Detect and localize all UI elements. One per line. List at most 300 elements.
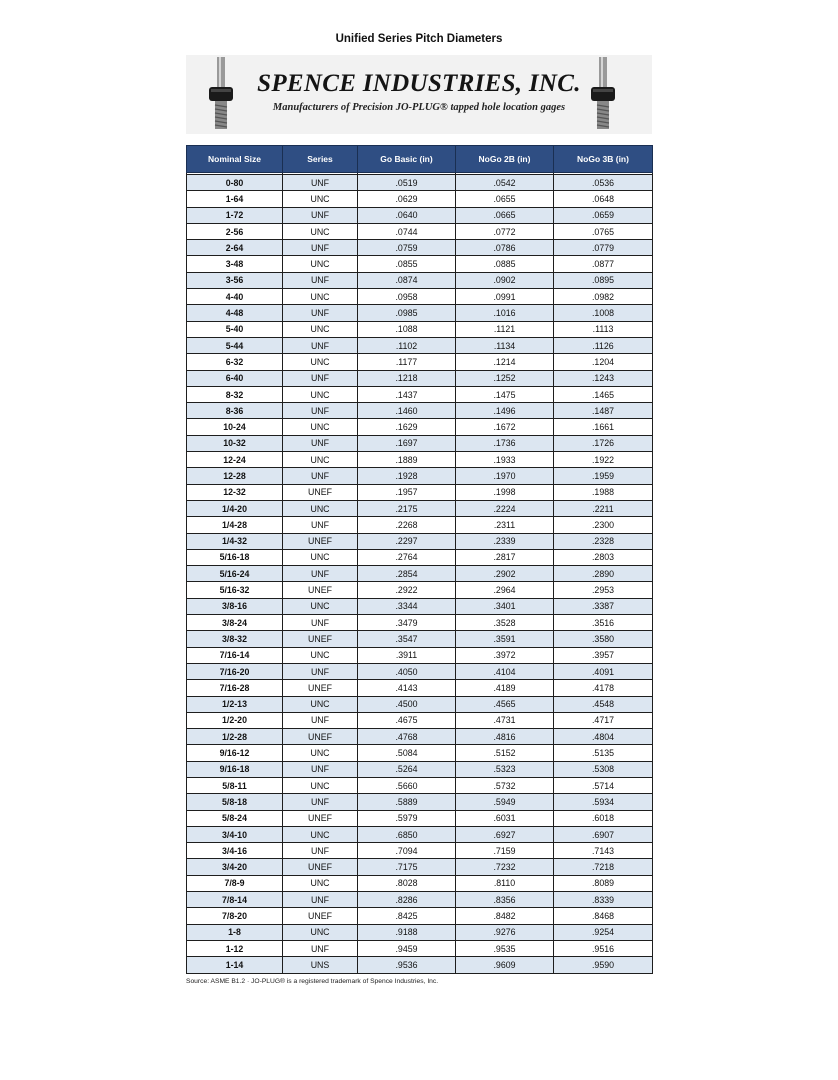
cell-series: UNC	[283, 549, 358, 565]
cell-series: UNC	[283, 354, 358, 370]
cell-nogo-2b: .8110	[456, 875, 554, 891]
cell-nogo-2b: .5323	[456, 761, 554, 777]
cell-nogo-2b: .2964	[456, 582, 554, 598]
cell-go-basic: .1928	[358, 468, 456, 484]
cell-nogo-2b: .9609	[456, 957, 554, 973]
cell-go-basic: .7175	[358, 859, 456, 875]
cell-series: UNF	[283, 403, 358, 419]
table-row	[187, 533, 653, 549]
table-row	[187, 566, 653, 582]
cell-nogo-2b: .8356	[456, 892, 554, 908]
cell-series: UNC	[283, 419, 358, 435]
cell-nogo-3b: .0765	[554, 223, 653, 239]
table-row	[187, 631, 653, 647]
cell-nogo-3b: .2803	[554, 549, 653, 565]
cell-series: UNF	[283, 615, 358, 631]
cell-go-basic: .4675	[358, 712, 456, 728]
cell-series: UNF	[283, 370, 358, 386]
table-row	[187, 256, 653, 272]
table-row	[187, 957, 653, 973]
cell-go-basic: .1177	[358, 354, 456, 370]
cell-go-basic: .8028	[358, 875, 456, 891]
cell-nogo-2b: .6031	[456, 810, 554, 826]
cell-nogo-3b: .1988	[554, 484, 653, 500]
cell-nominal-size: 5-40	[187, 321, 283, 337]
cell-series: UNF	[283, 207, 358, 223]
cell-nogo-2b: .2224	[456, 500, 554, 516]
cell-go-basic: .3479	[358, 615, 456, 631]
cell-nogo-2b: .1736	[456, 435, 554, 451]
cell-go-basic: .2854	[358, 566, 456, 582]
cell-go-basic: .5979	[358, 810, 456, 826]
table-row	[187, 729, 653, 745]
cell-nogo-2b: .4565	[456, 696, 554, 712]
column-header-series: Series	[283, 146, 358, 173]
cell-series: UNC	[283, 289, 358, 305]
cell-series: UNC	[283, 598, 358, 614]
table-row	[187, 908, 653, 924]
cell-nogo-2b: .4731	[456, 712, 554, 728]
cell-nogo-2b: .4816	[456, 729, 554, 745]
table-row	[187, 321, 653, 337]
cell-nominal-size: 10-24	[187, 419, 283, 435]
cell-go-basic: .2922	[358, 582, 456, 598]
cell-nogo-2b: .3972	[456, 647, 554, 663]
cell-nominal-size: 12-28	[187, 468, 283, 484]
cell-nominal-size: 5/8-18	[187, 794, 283, 810]
cell-nogo-3b: .9590	[554, 957, 653, 973]
cell-nogo-3b: .4717	[554, 712, 653, 728]
table-row	[187, 337, 653, 353]
cell-go-basic: .3911	[358, 647, 456, 663]
cell-nominal-size: 7/8-9	[187, 875, 283, 891]
company-name: SPENCE INDUSTRIES, INC.	[257, 70, 581, 97]
table-row	[187, 240, 653, 256]
cell-nogo-2b: .4104	[456, 663, 554, 679]
table-row	[187, 761, 653, 777]
cell-nogo-2b: .1121	[456, 321, 554, 337]
column-header-nominal-size: Nominal Size	[187, 146, 283, 173]
cell-nominal-size: 7/16-14	[187, 647, 283, 663]
cell-nogo-2b: .2311	[456, 517, 554, 533]
cell-nogo-2b: .2902	[456, 566, 554, 582]
cell-go-basic: .2175	[358, 500, 456, 516]
table-row	[187, 289, 653, 305]
cell-go-basic: .0855	[358, 256, 456, 272]
cell-go-basic: .0629	[358, 191, 456, 207]
cell-series: UNF	[283, 517, 358, 533]
cell-go-basic: .0744	[358, 223, 456, 239]
cell-series: UNC	[283, 386, 358, 402]
cell-series: UNEF	[283, 908, 358, 924]
cell-nogo-3b: .1008	[554, 305, 653, 321]
cell-series: UNC	[283, 452, 358, 468]
cell-nominal-size: 5-44	[187, 337, 283, 353]
cell-go-basic: .0958	[358, 289, 456, 305]
cell-nominal-size: 2-56	[187, 223, 283, 239]
table-row	[187, 223, 653, 239]
cell-nogo-3b: .5135	[554, 745, 653, 761]
cell-go-basic: .5264	[358, 761, 456, 777]
cell-nogo-3b: .4548	[554, 696, 653, 712]
cell-series: UNEF	[283, 859, 358, 875]
cell-go-basic: .5660	[358, 777, 456, 793]
cell-series: UNF	[283, 305, 358, 321]
cell-nominal-size: 5/16-32	[187, 582, 283, 598]
cell-nogo-3b: .4804	[554, 729, 653, 745]
cell-nominal-size: 3/8-24	[187, 615, 283, 631]
cell-nogo-3b: .0659	[554, 207, 653, 223]
table-row	[187, 435, 653, 451]
cell-go-basic: .0519	[358, 175, 456, 191]
cell-nogo-2b: .0991	[456, 289, 554, 305]
pitch-diameter-table	[186, 145, 653, 974]
cell-nogo-2b: .5732	[456, 777, 554, 793]
cell-go-basic: .9188	[358, 924, 456, 940]
cell-nogo-2b: .6927	[456, 826, 554, 842]
cell-series: UNF	[283, 761, 358, 777]
cell-nogo-2b: .9535	[456, 940, 554, 956]
cell-nominal-size: 1/4-32	[187, 533, 283, 549]
cell-nogo-3b: .3580	[554, 631, 653, 647]
cell-nogo-3b: .1661	[554, 419, 653, 435]
cell-nominal-size: 6-40	[187, 370, 283, 386]
cell-series: UNEF	[283, 631, 358, 647]
table-row	[187, 370, 653, 386]
cell-series: UNC	[283, 745, 358, 761]
cell-series: UNF	[283, 272, 358, 288]
column-header-nogo-3b: NoGo 3B (in)	[554, 146, 653, 173]
cell-nogo-2b: .3528	[456, 615, 554, 631]
cell-go-basic: .3547	[358, 631, 456, 647]
cell-go-basic: .1102	[358, 337, 456, 353]
cell-series: UNC	[283, 256, 358, 272]
company-banner	[186, 55, 652, 134]
cell-nominal-size: 1/4-28	[187, 517, 283, 533]
cell-go-basic: .1697	[358, 435, 456, 451]
table-row	[187, 810, 653, 826]
cell-nominal-size: 1/4-20	[187, 500, 283, 516]
table-row	[187, 354, 653, 370]
cell-nogo-2b: .2339	[456, 533, 554, 549]
cell-series: UNS	[283, 957, 358, 973]
cell-nogo-2b: .1998	[456, 484, 554, 500]
cell-nominal-size: 9/16-18	[187, 761, 283, 777]
cell-nogo-2b: .0786	[456, 240, 554, 256]
cell-nominal-size: 8-32	[187, 386, 283, 402]
cell-go-basic: .8425	[358, 908, 456, 924]
cell-nogo-3b: .1922	[554, 452, 653, 468]
cell-nogo-3b: .2211	[554, 500, 653, 516]
cell-nominal-size: 3/4-10	[187, 826, 283, 842]
cell-nogo-3b: .0648	[554, 191, 653, 207]
cell-nogo-3b: .7143	[554, 843, 653, 859]
cell-nogo-2b: .1252	[456, 370, 554, 386]
table-row	[187, 419, 653, 435]
cell-nogo-3b: .1126	[554, 337, 653, 353]
cell-nogo-3b: .0982	[554, 289, 653, 305]
table-row	[187, 191, 653, 207]
cell-nominal-size: 5/16-18	[187, 549, 283, 565]
cell-series: UNC	[283, 777, 358, 793]
cell-go-basic: .1437	[358, 386, 456, 402]
cell-nogo-2b: .1496	[456, 403, 554, 419]
cell-nogo-3b: .0779	[554, 240, 653, 256]
table-row	[187, 386, 653, 402]
cell-nominal-size: 12-24	[187, 452, 283, 468]
cell-go-basic: .0874	[358, 272, 456, 288]
cell-go-basic: .4143	[358, 680, 456, 696]
cell-nogo-3b: .6907	[554, 826, 653, 842]
cell-nogo-3b: .1204	[554, 354, 653, 370]
cell-series: UNEF	[283, 484, 358, 500]
table-row	[187, 598, 653, 614]
cell-nogo-2b: .1475	[456, 386, 554, 402]
cell-series: UNF	[283, 175, 358, 191]
cell-nogo-3b: .1959	[554, 468, 653, 484]
table-row	[187, 517, 653, 533]
cell-nogo-3b: .5934	[554, 794, 653, 810]
cell-go-basic: .6850	[358, 826, 456, 842]
cell-nogo-3b: .9516	[554, 940, 653, 956]
cell-go-basic: .1889	[358, 452, 456, 468]
cell-nominal-size: 10-32	[187, 435, 283, 451]
table-row	[187, 452, 653, 468]
cell-nominal-size: 4-48	[187, 305, 283, 321]
cell-nogo-2b: .7159	[456, 843, 554, 859]
cell-nominal-size: 1-72	[187, 207, 283, 223]
cell-nominal-size: 5/8-11	[187, 777, 283, 793]
cell-nominal-size: 1/2-13	[187, 696, 283, 712]
cell-series: UNF	[283, 468, 358, 484]
cell-series: UNF	[283, 240, 358, 256]
cell-nogo-3b: .8089	[554, 875, 653, 891]
table-body	[187, 173, 653, 974]
cell-nominal-size: 7/8-20	[187, 908, 283, 924]
cell-series: UNC	[283, 321, 358, 337]
cell-go-basic: .9536	[358, 957, 456, 973]
cell-nogo-3b: .5714	[554, 777, 653, 793]
cell-nogo-2b: .2817	[456, 549, 554, 565]
cell-nogo-2b: .1134	[456, 337, 554, 353]
cell-go-basic: .2764	[358, 549, 456, 565]
column-header-go-basic: Go Basic (in)	[358, 146, 456, 173]
table-row	[187, 305, 653, 321]
cell-series: UNC	[283, 647, 358, 663]
table-row	[187, 484, 653, 500]
cell-series: UNF	[283, 663, 358, 679]
table-row	[187, 582, 653, 598]
table-row	[187, 826, 653, 842]
cell-go-basic: .5889	[358, 794, 456, 810]
table-row	[187, 468, 653, 484]
cell-nogo-3b: .0877	[554, 256, 653, 272]
cell-go-basic: .1629	[358, 419, 456, 435]
table-row	[187, 777, 653, 793]
table-row	[187, 175, 653, 191]
source-footnote: Source: ASME B1.2 · JO-PLUG® is a registered trademark of Spence Industries, Inc.	[186, 978, 439, 985]
cell-nogo-2b: .3591	[456, 631, 554, 647]
cell-nogo-2b: .3401	[456, 598, 554, 614]
table-row	[187, 500, 653, 516]
cell-nogo-2b: .7232	[456, 859, 554, 875]
cell-nominal-size: 1-8	[187, 924, 283, 940]
table-row	[187, 403, 653, 419]
cell-nogo-3b: .3387	[554, 598, 653, 614]
table-row	[187, 663, 653, 679]
table-row	[187, 859, 653, 875]
cell-nominal-size: 3/4-16	[187, 843, 283, 859]
table-row	[187, 924, 653, 940]
cell-nogo-2b: .8482	[456, 908, 554, 924]
cell-go-basic: .1460	[358, 403, 456, 419]
cell-nogo-2b: .0772	[456, 223, 554, 239]
cell-nogo-3b: .5308	[554, 761, 653, 777]
cell-series: UNEF	[283, 680, 358, 696]
cell-nogo-3b: .1243	[554, 370, 653, 386]
table-row	[187, 745, 653, 761]
cell-series: UNC	[283, 826, 358, 842]
cell-go-basic: .7094	[358, 843, 456, 859]
cell-go-basic: .1957	[358, 484, 456, 500]
cell-nominal-size: 3-56	[187, 272, 283, 288]
cell-nogo-3b: .6018	[554, 810, 653, 826]
cell-go-basic: .4500	[358, 696, 456, 712]
cell-nogo-3b: .7218	[554, 859, 653, 875]
table-row	[187, 207, 653, 223]
cell-nogo-2b: .1016	[456, 305, 554, 321]
cell-series: UNEF	[283, 810, 358, 826]
cell-nogo-2b: .0655	[456, 191, 554, 207]
cell-go-basic: .9459	[358, 940, 456, 956]
cell-go-basic: .5084	[358, 745, 456, 761]
cell-series: UNEF	[283, 729, 358, 745]
cell-go-basic: .3344	[358, 598, 456, 614]
cell-series: UNEF	[283, 533, 358, 549]
cell-nogo-2b: .0885	[456, 256, 554, 272]
cell-go-basic: .0985	[358, 305, 456, 321]
cell-nogo-2b: .1214	[456, 354, 554, 370]
cell-go-basic: .8286	[358, 892, 456, 908]
cell-nogo-3b: .4091	[554, 663, 653, 679]
cell-series: UNF	[283, 712, 358, 728]
cell-nogo-3b: .1465	[554, 386, 653, 402]
cell-go-basic: .4050	[358, 663, 456, 679]
cell-nogo-2b: .1970	[456, 468, 554, 484]
page-title: Unified Series Pitch Diameters	[335, 33, 503, 45]
cell-go-basic: .2268	[358, 517, 456, 533]
cell-nominal-size: 2-64	[187, 240, 283, 256]
table-row	[187, 875, 653, 891]
cell-nogo-3b: .2300	[554, 517, 653, 533]
column-header-nogo-2b: NoGo 2B (in)	[456, 146, 554, 173]
cell-nominal-size: 1/2-28	[187, 729, 283, 745]
gauge-plug-icon	[588, 55, 618, 134]
table-row	[187, 940, 653, 956]
cell-nominal-size: 1-64	[187, 191, 283, 207]
table-row	[187, 794, 653, 810]
table-row	[187, 680, 653, 696]
cell-nogo-2b: .0902	[456, 272, 554, 288]
cell-series: UNC	[283, 924, 358, 940]
cell-nogo-2b: .9276	[456, 924, 554, 940]
cell-nominal-size: 1/2-20	[187, 712, 283, 728]
table-row	[187, 647, 653, 663]
cell-series: UNEF	[283, 582, 358, 598]
cell-nogo-2b: .1933	[456, 452, 554, 468]
cell-nominal-size: 7/16-20	[187, 663, 283, 679]
cell-series: UNF	[283, 794, 358, 810]
cell-nogo-2b: .5949	[456, 794, 554, 810]
cell-series: UNC	[283, 223, 358, 239]
cell-go-basic: .4768	[358, 729, 456, 745]
cell-nominal-size: 5/8-24	[187, 810, 283, 826]
cell-nogo-3b: .4178	[554, 680, 653, 696]
cell-nominal-size: 3/8-32	[187, 631, 283, 647]
cell-nogo-2b: .0542	[456, 175, 554, 191]
cell-series: UNF	[283, 337, 358, 353]
cell-go-basic: .2297	[358, 533, 456, 549]
table-row	[187, 549, 653, 565]
cell-nogo-3b: .3516	[554, 615, 653, 631]
cell-nogo-3b: .2953	[554, 582, 653, 598]
cell-nominal-size: 12-32	[187, 484, 283, 500]
cell-series: UNF	[283, 892, 358, 908]
cell-nogo-3b: .2890	[554, 566, 653, 582]
cell-nogo-2b: .1672	[456, 419, 554, 435]
table-row	[187, 843, 653, 859]
cell-nogo-3b: .1726	[554, 435, 653, 451]
cell-nominal-size: 3/4-20	[187, 859, 283, 875]
cell-nominal-size: 5/16-24	[187, 566, 283, 582]
cell-go-basic: .0640	[358, 207, 456, 223]
cell-series: UNF	[283, 566, 358, 582]
cell-series: UNC	[283, 500, 358, 516]
cell-nominal-size: 6-32	[187, 354, 283, 370]
cell-nogo-3b: .8339	[554, 892, 653, 908]
company-tagline: Manufacturers of Precision JO-PLUG® tapped hole location gages	[272, 102, 566, 113]
table-row	[187, 892, 653, 908]
cell-nogo-2b: .4189	[456, 680, 554, 696]
cell-nominal-size: 7/8-14	[187, 892, 283, 908]
cell-nominal-size: 0-80	[187, 175, 283, 191]
cell-series: UNF	[283, 435, 358, 451]
table-row	[187, 615, 653, 631]
cell-nominal-size: 3/8-16	[187, 598, 283, 614]
cell-nogo-2b: .5152	[456, 745, 554, 761]
cell-nominal-size: 9/16-12	[187, 745, 283, 761]
cell-nogo-3b: .3957	[554, 647, 653, 663]
cell-nogo-3b: .0895	[554, 272, 653, 288]
table-row	[187, 696, 653, 712]
cell-nominal-size: 1-14	[187, 957, 283, 973]
cell-nominal-size: 8-36	[187, 403, 283, 419]
cell-nominal-size: 3-48	[187, 256, 283, 272]
cell-go-basic: .0759	[358, 240, 456, 256]
cell-nogo-3b: .1487	[554, 403, 653, 419]
cell-nogo-3b: .0536	[554, 175, 653, 191]
cell-go-basic: .1088	[358, 321, 456, 337]
cell-series: UNC	[283, 191, 358, 207]
cell-nominal-size: 7/16-28	[187, 680, 283, 696]
cell-nominal-size: 4-40	[187, 289, 283, 305]
cell-nominal-size: 1-12	[187, 940, 283, 956]
cell-series: UNF	[283, 940, 358, 956]
cell-go-basic: .1218	[358, 370, 456, 386]
cell-series: UNC	[283, 875, 358, 891]
cell-series: UNC	[283, 696, 358, 712]
cell-nogo-3b: .2328	[554, 533, 653, 549]
